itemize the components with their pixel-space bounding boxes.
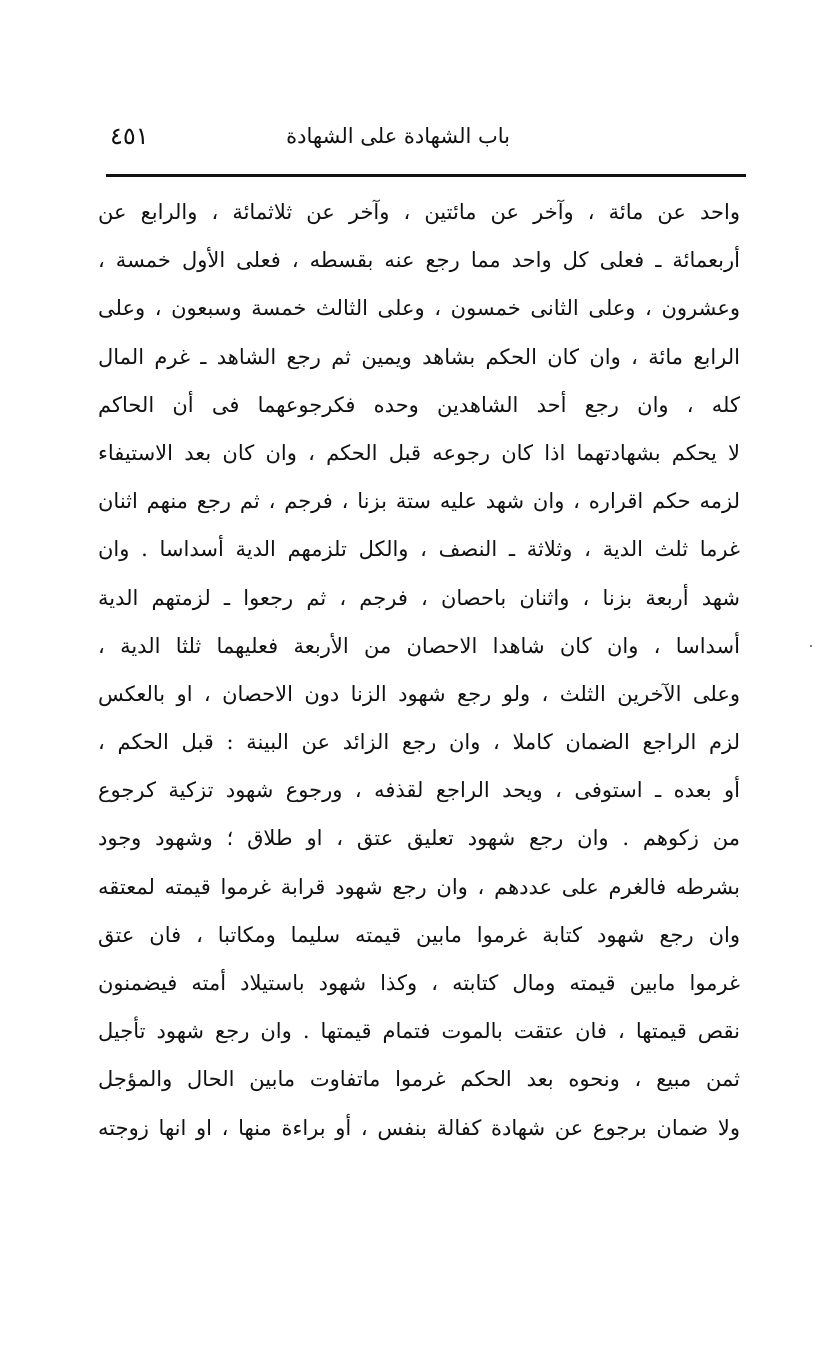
text-line: نقص قيمتها ، فان عتقت بالموت فتمام قيمتها . وان رجع شهود تأجيل <box>98 1019 740 1044</box>
text-line: أربعمائة ـ فعلى كل واحد مما رجع عنه بقسطه ، فعلى الأول خمسة ، <box>98 248 740 273</box>
margin-mark <box>810 645 812 647</box>
page-header <box>100 118 740 168</box>
text-line: واحد عن مائة ، وآخر عن مائتين ، وآخر عن ثلاثمائة ، والرابع عن <box>98 200 740 224</box>
text-line: أسداسا ، وان كان شاهدا الاحصان من الأربعة فعليهما ثلثا الدية ، <box>98 633 740 658</box>
header-rule <box>106 174 746 177</box>
running-title: باب الشهادة على الشهادة <box>286 124 510 148</box>
text-line: ولا ضمان برجوع عن شهادة كفالة بنفس ، أو براءة منها ، او انها زوجته <box>98 1115 740 1140</box>
text-line: وعشرون ، وعلى الثانى خمسون ، وعلى الثالث خمسة وسبعون ، وعلى <box>98 296 740 321</box>
text-line: الرابع مائة ، وان كان الحكم بشاهد ويمين ثم رجع الشاهد ـ غرم المال <box>98 344 740 369</box>
text-line: شهد أربعة بزنا ، واثنان باحصان ، فرجم ، ثم رجعوا ـ لزمتهم الدية <box>98 585 740 610</box>
text-line: غرما ثلث الدية ، وثلاثة ـ النصف ، والكل تلزمهم الدية أسداسا . وان <box>98 537 740 562</box>
text-line: وعلى الآخرين الثلث ، ولو رجع شهود الزنا دون الاحصان ، او بالعكس <box>98 681 740 706</box>
text-line: أو بعده ـ استوفى ، ويحد الراجع لقذفه ، ورجوع شهود تزكية كرجوع <box>98 778 740 803</box>
text-line: وان رجع شهود كتابة غرموا مابين قيمته سليما ومكاتبا ، فان عتق <box>98 922 740 947</box>
text-line: لا يحكم بشهادتهما اذا كان رجوعه قبل الحكم ، وان كان بعد الاستيفاء <box>98 440 740 465</box>
text-line: ثمن مبيع ، ونحوه بعد الحكم غرموا ماتفاوت مابين الحال والمؤجل <box>98 1067 740 1092</box>
text-line: لزم الراجع الضمان كاملا ، وان رجع الزائد عن البينة : قبل الحكم ، <box>98 730 740 755</box>
text-line: كله ، وان رجع أحد الشاهدين وحده فكرجوعهما فى أن الحاكم <box>98 392 740 417</box>
text-line: لزمه حكم اقراره ، وان شهد عليه ستة بزنا ، فرجم ، ثم رجع منهم اثنان <box>98 489 740 514</box>
text-line: غرموا مابين قيمته ومال كتابته ، وكذا شهود باستيلاد أمته فيضمنون <box>98 971 740 995</box>
body-text <box>98 188 740 1152</box>
text-line: من زكوهم . وان رجع شهود تعليق عتق ، او طلاق ؛ وشهود وجود <box>98 826 740 851</box>
page-number: ٤٥١ <box>110 122 149 150</box>
text-line: بشرطه فالغرم على عددهم ، وان رجع شهود قرابة غرموا قيمته لمعتقه <box>98 874 740 899</box>
